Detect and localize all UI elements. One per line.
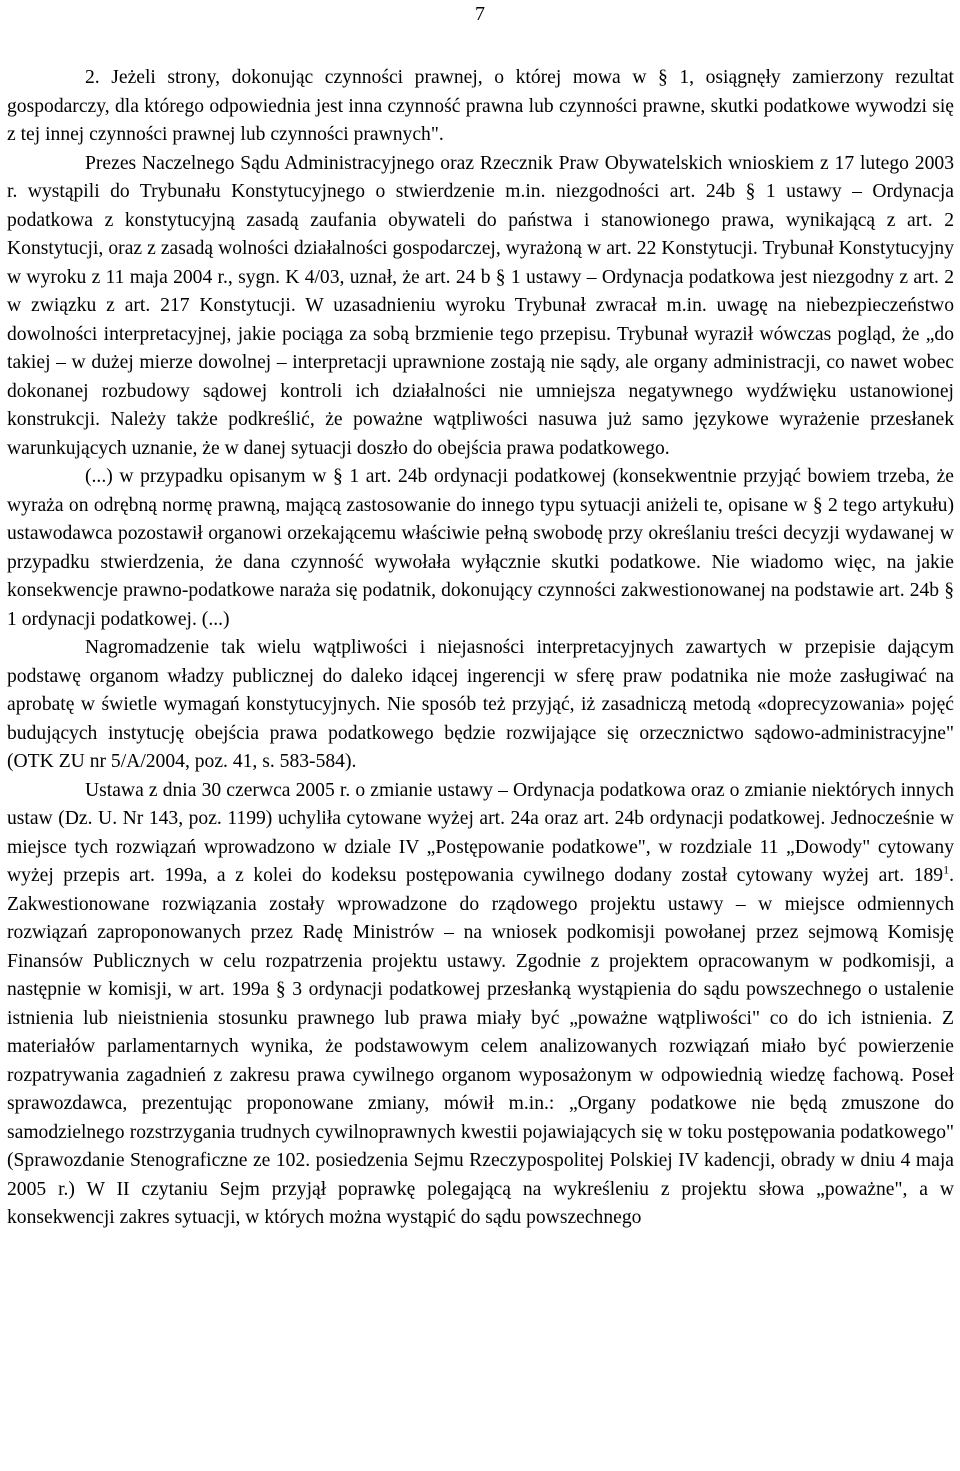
paragraph-tribunal-reasoning: (...) w przypadku opisanym w § 1 art. 24b ordynacji podatkowej (konsekwentnie przyjąć bowiem trzeba, że wyraża on odrębną normę prawną, mającą zastosowanie do innego typu sytuacji aniżeli te, opisane w § 2 tego artykułu) ustawodawca pozostawił organowi orzekającemu właściwie pełną swobodę przy określaniu treści decyzji wydawanej w przypadku stwierdzenia, że dana czynność wywołała wyłącznie skutki podatkowe. Nie wiadomo więc, na jakie konsekwencje prawno-podatkowe naraża się podatnik, dokonujący czynności zakwestionowanej na podstawie art. 24b § 1 ordynacji podatkowej. (...) (7, 466, 954, 630)
paragraph-quoted-provision: 2. Jeżeli strony, dokonując czynności prawnej, o której mowa w § 1, osiągnęły zamierzony rezultat gospodarczy, dla którego odpowiednia jest inna czynność prawna lub czynności prawne, skutki podatkowe wywodzi się z tej innej czynności prawnej lub czynności prawnych". (7, 67, 954, 145)
paragraph-interpretive-doubts: Nagromadzenie tak wielu wątpliwości i niejasności interpretacyjnych zawartych w przepisie dającym podstawę organom władzy publicznej do daleko idącej ingerencji w sferę praw podatnika nie może zasługiwać na aprobatę w świetle wymagań konstytucyjnych. Nie sposób też przyjąć, iż zasadniczą metodą «doprecyzowania» pojęć budujących instytucję obejścia prawa podatkowego będzie rozwijające się orzecznictwo sądowo-administracyjne" (OTK ZU nr 5/A/2004, poz. 41, s. 583-584). (7, 637, 954, 772)
paragraph-tribunal-ruling: Prezes Naczelnego Sądu Administracyjnego oraz Rzecznik Praw Obywatelskich wnioskiem z 17 lutego 2003 r. wystąpili do Trybunału Konstytucyjnego o stwierdzenie m.in. niezgodności art. 24b § 1 ustawy – Ordynacja podatkowa z konstytucyjną zasadą zaufania obywateli do państwa i stanowionego prawa, wynikającą z art. 2 Konstytucji, oraz z zasadą wolności działalności gospodarczej, wyrażoną w art. 22 Konstytucji. Trybunał Konstytucyjny w wyroku z 11 maja 2004 r., sygn. K 4/03, uznał, że art. 24 b § 1 ustawy – Ordynacja podatkowa jest niezgodny z art. 2 w związku z art. 217 Konstytucji. W uzasadnieniu wyroku Trybunał zwracał m.in. uwagę na niebezpieczeństwo dowolności interpretacyjnej, jakie pociąga za sobą brzmienie tego przepisu. Trybunał wyraził wówczas pogląd, że „do takiej – w dużej mierze dowolnej – interpretacji uprawnione zostają nie sądy, ale organy administracji, co nawet wobec dokonanej rozbudowy sądowej kontroli ich działalności nie umniejsza negatywnego wydźwięku ustanowionej konstrukcji. Należy także podkreślić, że poważne wątpliwości nasuwa już samo językowe wyrażenie przesłanek warunkujących uznanie, że w danej sytuacji doszło do obejścia prawa podatkowego. (7, 152, 954, 459)
paragraph-statute-amendment (7, 777, 954, 1233)
amendment-text-end: . Zakwestionowane rozwiązania zostały wprowadzone do rządowego projektu ustawy – w miejsce odmiennych rozwiązań zaproponowanych przez Radę Ministrów – na wniosek podkomisji powołanej przez sejmową Komisję Finansów Publicznych w celu rozpatrzenia projektu ustawy. Zgodnie z projektem opracowanym w podkomisji, a następnie w komisji, w art. 199a § 3 ordynacji podatkowej przesłanką wystąpienia do sądu powszechnego o ustalenie istnienia lub nieistnienia stosunku prawnego lub prawa miały być „poważne wątpliwości" co do ich istnienia. Z materiałów parlamentarnych wynika, że podstawowym celem analizowanych rozwiązań miało być powierzenie rozpatrywania zagadnień z zakresu prawa cywilnego organom wyposażonym w odpowiednią wiedzę fachową. Poseł sprawozdawca, prezentując proponowane zmiany, mówił m.in.: „Organy podatkowe nie będą zmuszone do samodzielnego rozstrzygania trudnych cywilnoprawnych kwestii pojawiających się w toku postępowania podatkowego" (Sprawozdanie Stenograficzne ze 102. posiedzenia Sejmu Rzeczypospolitej Polskiej IV kadencji, obrady w dniu 4 maja 2005 r.) W II czytaniu Sejm przyjął poprawkę polegającą na wykreśleniu z projektu słowa „poważne", a w konsekwencji zakres sytuacji, w których można wystąpić do sądu powszechnego (7, 865, 954, 1228)
amendment-text-start: Ustawa z dnia 30 czerwca 2005 r. o zmianie ustawy – Ordynacja podatkowa oraz o zmianie niektórych innych ustaw (Dz. U. Nr 143, poz. 1199) uchyliła cytowane wyżej art. 24a oraz art. 24b ordynacji podatkowej. Jednocześnie w miejsce tych rozwiązań wprowadzono w dziale IV „Postępowanie podatkowe", w rozdziale 11 „Dowody" cytowany wyżej przepis art. 199a, a z kolei do kodeksu postępowania cywilnego dodany został cytowany wyżej art. 189 (7, 779, 954, 886)
document-body (7, 64, 954, 1233)
page-number: 7 (475, 3, 485, 25)
article-superscript: 1 (943, 862, 950, 877)
